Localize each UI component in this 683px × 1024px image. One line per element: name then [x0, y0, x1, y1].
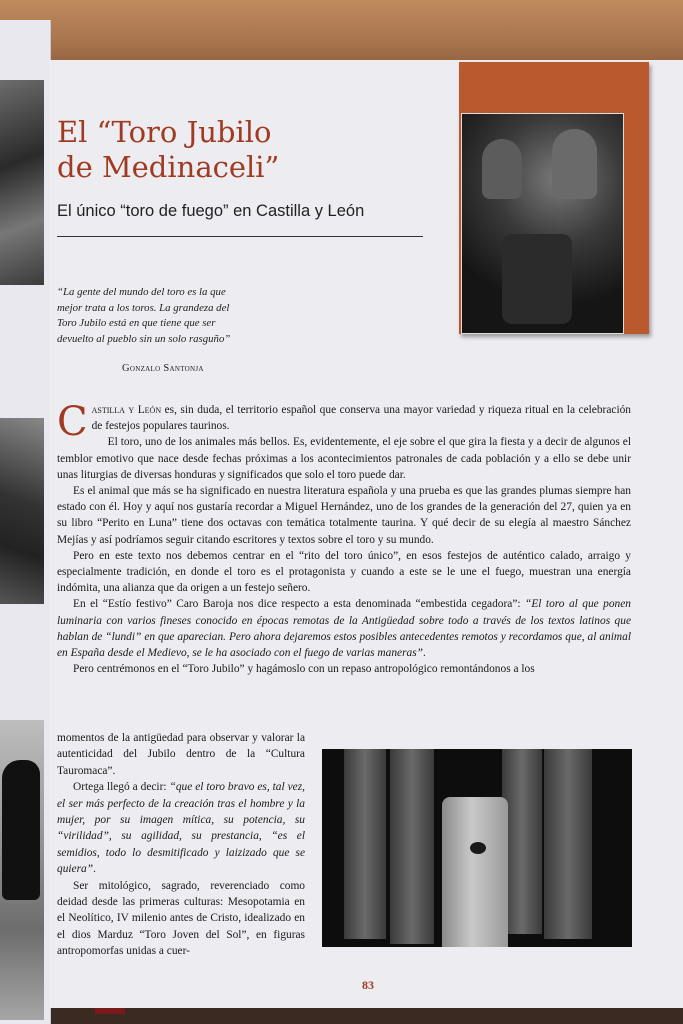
paragraph: [57, 399, 632, 445]
paragraph: Pero en este texto nos debemos centrar en el “rito del toro único”, en esos festejos de auténtico calado, arraigo y especialmente tradición, en donde el toro es el protagonista y cuando a este se le une el fuego, muestran una energía indómita, una alianza que da origen a un festejo señero.: [57, 549, 631, 595]
bull-silhouette: [2, 760, 40, 900]
page-number: 83: [362, 978, 374, 992]
paragraph: Es el animal que más se ha significado en nuestra literatura española y una prueba es que las grandes plumas siempre han estado con él. Hoy y aquí nos gustaría recordar a Miguel Hernández, uno de los grandes de la generación del 27, quien ya en su libro “Perito en Luna” tiene dos octavas con temática totalmente taurina. Y qué decir de su elegía al maestro Sánchez Mejías y así podríamos seguir citando escritores y textos sobre el toro y su mundo.: [57, 485, 631, 546]
facing-page-photo-top: [0, 80, 44, 285]
paragraph: El toro, uno de los animales más bellos. Es, evidentemente, el eje sobre el que gira la fiesta y a decir de algunos el temblor emotivo que nace desde fechas próximas a los acontecimientos patronales de cada población y a ello se debe unir unas liturgias de diversas honduras y significados que solo el toro puede dar.: [57, 436, 631, 481]
paragraph: Pero centrémonos en el “Toro Jubilo” y hagámoslo con un repaso antropológico remontándonos a los: [73, 663, 535, 676]
paragraph: [57, 779, 305, 877]
ortega-end: .: [93, 863, 96, 876]
drop-cap: C: [57, 399, 88, 445]
epigraph-quote: “La gente del mundo del toro es la que mejor trata a los toros. La grandeza del Toro Jubilo está en que tiene que ser devuelto al pueblo sin un solo rasguño”: [57, 286, 231, 345]
photo-figure: [502, 234, 572, 324]
legs-and-post-photo: [322, 749, 632, 947]
paragraph: [57, 596, 631, 661]
ortega-quote: “que el toro bravo es, tal vez, el ser más perfecto de la creación tras el hombre y la mujer, por su imagen mítica, su potencia, su “virilidad”, su agilidad, su prestancia, “es el semidios, todo lo desmitificado y laizizado que se quiera”: [57, 781, 305, 876]
bookmark-ribbon: [95, 1008, 125, 1014]
title-line-2: de Medinaceli”: [57, 150, 280, 184]
ortega-intro: Ortega llegó a decir:: [73, 781, 170, 794]
article-body: [57, 399, 632, 677]
article-column: [57, 730, 305, 960]
epigraph-author: [122, 363, 204, 374]
photo-figure: [552, 129, 597, 199]
photo-leg: [390, 749, 434, 944]
photo-leg: [344, 749, 386, 939]
wooden-post: [442, 797, 508, 947]
citation-quote: “El toro al que ponen luminaria con varios fineses conocido en épocas remotas de la Antigüedad sobre todo a través de los textos latinos que hablan de “lundi” en que aparecian. Pero ahora dejaremos estos posibles antecedentes remotos y recordamos que, al animal en España desde el Medievo, se le ha asociado con el fuego de varias maneras”: [57, 598, 631, 660]
photo-leg: [544, 749, 592, 939]
paragraph: momentos de la antigüedad para observar y valorar la autenticidad del Jubilo dentro de la “Cultura Tauromaca”.: [57, 732, 305, 777]
lead-text: es, sin duda, el territorio español que conserva una mayor variedad y riqueza ritual en la celebración de festejos populares taurinos.: [91, 404, 632, 433]
lead-smallcaps: astilla y León: [91, 404, 162, 416]
title-line-1: El “Toro Jubilo: [57, 115, 272, 149]
citation-intro: En el “Estío festivo” Caro Baroja nos dice respecto a esta denominada “embestida cegadora”:: [73, 598, 526, 611]
crowd-photo: [461, 113, 624, 334]
citation-end: .: [423, 647, 426, 660]
article-subtitle: El único “toro de fuego” en Castilla y León: [57, 202, 365, 220]
article-title: [57, 115, 357, 185]
title-divider: [57, 236, 423, 237]
author-name: Gonzalo Santonja: [122, 363, 204, 374]
photo-leg: [502, 749, 542, 934]
post-hole: [470, 842, 486, 854]
paragraph: Ser mitológico, sagrado, reverenciado como deidad desde las primeras culturas: Mesopotamia en el Neolítico, IV milenio antes de Cristo, idealizado en el dios Marduz “Toro Joven del Sol”, en figuras antropomorfas unidas a cuer-: [57, 879, 305, 958]
facing-page-photo-middle: [0, 418, 44, 604]
photo-figure: [482, 139, 522, 199]
